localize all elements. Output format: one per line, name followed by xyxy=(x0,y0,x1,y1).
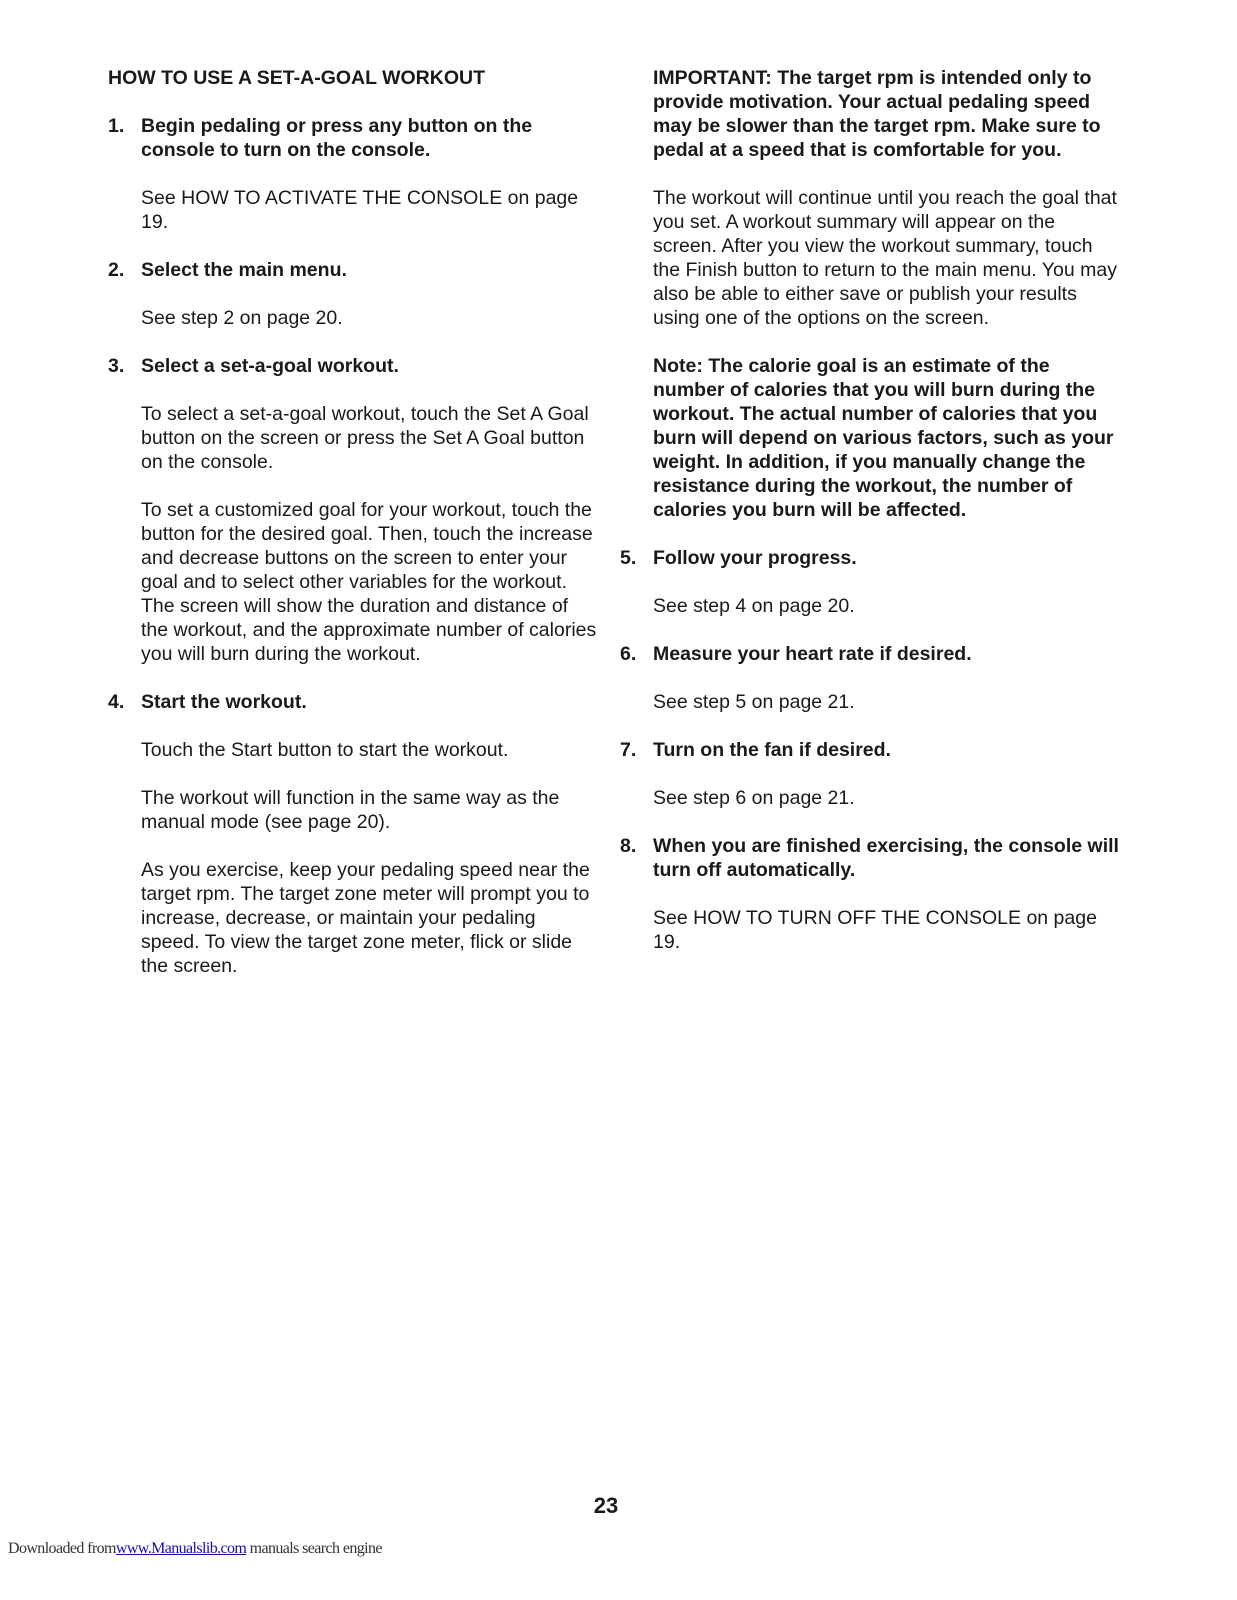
footer-suffix: manuals search engine xyxy=(246,1540,382,1557)
footer-prefix: Downloaded from xyxy=(8,1540,116,1557)
step-3-paragraph-2: To set a customized goal for your workout, touch the button for the desired goal. Then, touch the increase and decrease buttons on the screen to enter your goal and to select other variables for the workout. The screen will show the duration and distance of the workout, and the approximate number of calories you will burn during the workout. xyxy=(141,499,597,665)
step-1-paragraph: See HOW TO ACTIVATE THE CONSOLE on page 19. xyxy=(141,187,579,233)
step-5-paragraph: See step 4 on page 20. xyxy=(653,595,855,617)
step-6 xyxy=(620,642,1120,666)
step-number: 5. xyxy=(620,547,637,569)
step-4 xyxy=(108,690,598,714)
step-title: When you are finished exercising, the console will turn off automatically. xyxy=(653,835,1119,881)
step-title: Follow your progress. xyxy=(653,547,857,569)
left-column xyxy=(108,66,598,1002)
step-title: Turn on the fan if desired. xyxy=(653,739,891,761)
download-footer xyxy=(8,1540,382,1558)
important-notice: IMPORTANT: The target rpm is intended only to provide motivation. Your actual pedaling speed may be slower than the target rpm. Make sure to pedal at a speed that is comfortable for you. xyxy=(653,67,1101,161)
step-3-paragraph-1: To select a set-a-goal workout, touch the Set A Goal button on the screen or press the Set A Goal button on the console. xyxy=(141,403,589,473)
step-6-paragraph: See step 5 on page 21. xyxy=(653,691,855,713)
step-8 xyxy=(620,834,1120,882)
section-heading: HOW TO USE A SET-A-GOAL WORKOUT xyxy=(108,67,485,89)
step-number: 7. xyxy=(620,739,637,761)
step-title: Measure your heart rate if desired. xyxy=(653,643,972,665)
step-title: Select the main menu. xyxy=(141,259,347,281)
page-number: 23 xyxy=(593,1493,619,1518)
step-4-paragraph-2: The workout will function in the same way as the manual mode (see page 20). xyxy=(141,787,560,833)
step-number: 8. xyxy=(620,835,637,857)
step-title: Start the workout. xyxy=(141,691,307,713)
step-number: 2. xyxy=(108,259,125,281)
step-5 xyxy=(620,546,1120,570)
step-8-paragraph: See HOW TO TURN OFF THE CONSOLE on page 19. xyxy=(653,907,1097,953)
step-3 xyxy=(108,354,598,378)
step-4-paragraph-3: As you exercise, keep your pedaling speed near the target rpm. The target zone meter will prompt you to increase, decrease, or maintain your pedaling speed. To view the target zone meter, flick or slide the screen. xyxy=(141,859,590,977)
step-number: 4. xyxy=(108,691,125,713)
step-4-paragraph-1: Touch the Start button to start the workout. xyxy=(141,739,509,761)
step-2-paragraph: See step 2 on page 20. xyxy=(141,307,343,329)
step-7-paragraph: See step 6 on page 21. xyxy=(653,787,855,809)
right-column xyxy=(620,66,1120,978)
step-number: 1. xyxy=(108,115,125,137)
step-title: Select a set-a-goal workout. xyxy=(141,355,399,377)
manualslib-link[interactable]: www.Manualslib.com xyxy=(115,1540,247,1557)
workout-continue-paragraph: The workout will continue until you reach the goal that you set. A workout summary will appear on the screen. After you view the workout summary, touch the Finish button to return to the main menu. You may also be able to either save or publish your results using one of the options on the screen. xyxy=(653,187,1117,329)
calorie-note: Note: The calorie goal is an estimate of the number of calories that you will burn during the workout. The actual number of calories that you burn will depend on various factors, such as your weight. In addition, if you manually change the resistance during the workout, the number of calories you burn will be affected. xyxy=(653,355,1114,521)
step-number: 3. xyxy=(108,355,125,377)
step-number: 6. xyxy=(620,643,637,665)
step-title: Begin pedaling or press any button on the console to turn on the console. xyxy=(141,115,533,161)
step-7 xyxy=(620,738,1120,762)
step-2 xyxy=(108,258,598,282)
step-1 xyxy=(108,114,598,162)
